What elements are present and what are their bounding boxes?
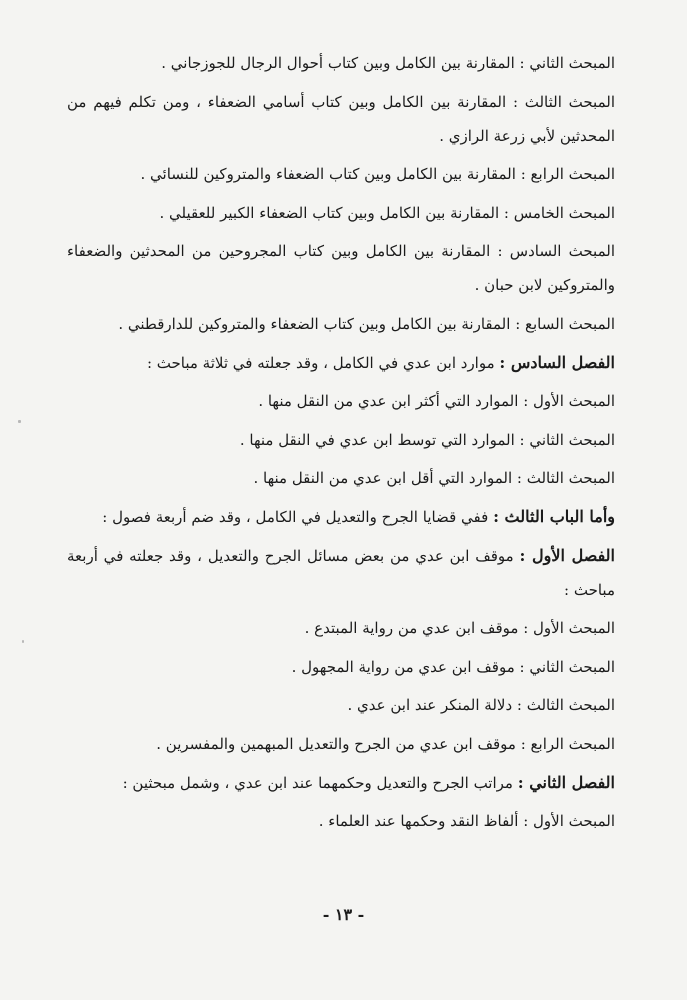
entry-heading: المبحث الثاني : xyxy=(519,430,615,449)
entry-text: المقارنة بين الكامل وبين كتاب أسامي الضعفاء ، ومن تكلم فيهم من المحدثين لأبي زرعة الرازي . xyxy=(67,92,615,145)
entry-heading: المبحث الرابع : xyxy=(520,734,615,753)
entry-text: ألفاظ النقد وحكمها عند العلماء . xyxy=(318,812,519,831)
entry-heading: المبحث الأول : xyxy=(523,619,615,638)
page-number: - ١٣ - xyxy=(322,905,365,924)
entry-heading: المبحث الخامس : xyxy=(503,203,615,222)
entry-heading: المبحث الثالث : xyxy=(516,696,615,715)
entry-text: موارد ابن عدي في الكامل ، وقد جعلته في ثلاثة مباحث : xyxy=(146,353,495,372)
entry-heading: الفصل الأول : xyxy=(519,545,615,565)
toc-entry xyxy=(67,157,615,191)
entry-heading: المبحث الثاني : xyxy=(519,657,615,676)
toc-entry xyxy=(67,46,615,80)
scan-speck xyxy=(18,420,21,423)
scan-speck xyxy=(22,640,24,643)
toc-entry xyxy=(67,539,615,607)
entry-heading: المبحث الثالث : xyxy=(516,469,615,488)
toc-entry xyxy=(67,423,615,457)
entry-text: موقف ابن عدي من رواية المبتدع . xyxy=(304,619,519,638)
toc-entry xyxy=(67,500,615,534)
toc-entry xyxy=(67,766,615,800)
entry-text: موقف ابن عدي من الجرح والتعديل المبهمين والمفسرين . xyxy=(156,734,516,753)
entry-heading: المبحث الرابع : xyxy=(520,165,615,184)
entry-text: المقارنة بين الكامل وبين كتاب الضعفاء الكبير للعقيلي . xyxy=(159,203,500,222)
toc-entry xyxy=(67,234,615,302)
toc-entry xyxy=(67,727,615,761)
toc-entry xyxy=(67,307,615,341)
toc-entry xyxy=(67,611,615,645)
entry-heading: المبحث الثاني : xyxy=(519,54,615,72)
toc-entry xyxy=(67,346,615,380)
entry-text: الموارد التي أكثر ابن عدي من النقل منها . xyxy=(258,392,519,411)
entry-text: المقارنة بين الكامل وبين كتاب المجروحين من المحدثين والضعفاء والمتروكين لابن حبان . xyxy=(67,242,615,295)
toc-entry xyxy=(67,688,615,722)
entry-heading: المبحث الثالث : xyxy=(512,92,615,111)
entry-text: مراتب الجرح والتعديل وحكمهما عند ابن عدي ، وشمل مبحثين : xyxy=(122,773,513,792)
entry-text: المقارنة بين الكامل وبين كتاب أحوال الرجال للجوزجاني . xyxy=(161,54,515,72)
entry-heading: الفصل الثاني : xyxy=(517,772,615,792)
entry-text: دلالة المنكر عند ابن عدي . xyxy=(347,696,513,715)
entry-text: موقف ابن عدي من بعض مسائل الجرح والتعديل ، وقد جعلته في أربعة مباحث : xyxy=(67,546,615,599)
entry-heading: وأما الباب الثالث : xyxy=(493,506,615,526)
toc-entry xyxy=(67,85,615,153)
toc-entry xyxy=(67,650,615,684)
entry-heading: الفصل السادس : xyxy=(499,352,615,372)
entry-text: المقارنة بين الكامل وبين كتاب الضعفاء والمتروكين للدارقطني . xyxy=(118,314,511,333)
entry-text: موقف ابن عدي من رواية المجهول . xyxy=(291,657,515,676)
toc-entry xyxy=(67,461,615,495)
page-body xyxy=(67,46,615,843)
entry-text: الموارد التي أقل ابن عدي من النقل منها . xyxy=(253,469,513,488)
entry-heading: المبحث السابع : xyxy=(515,314,615,333)
toc-entry xyxy=(67,196,615,230)
entry-text: ففي قضايا الجرح والتعديل في الكامل ، وقد ضم أربعة فصول : xyxy=(102,507,489,526)
entry-heading: المبحث السادس : xyxy=(497,242,615,261)
entry-text: المقارنة بين الكامل وبين كتاب الضعفاء والمتروكين للنسائي . xyxy=(140,165,516,184)
entry-heading: المبحث الأول : xyxy=(523,392,615,411)
entry-text: الموارد التي توسط ابن عدي في النقل منها . xyxy=(239,430,515,449)
entry-heading: المبحث الأول : xyxy=(523,812,615,831)
toc-entry xyxy=(67,384,615,418)
toc-entry xyxy=(67,804,615,838)
